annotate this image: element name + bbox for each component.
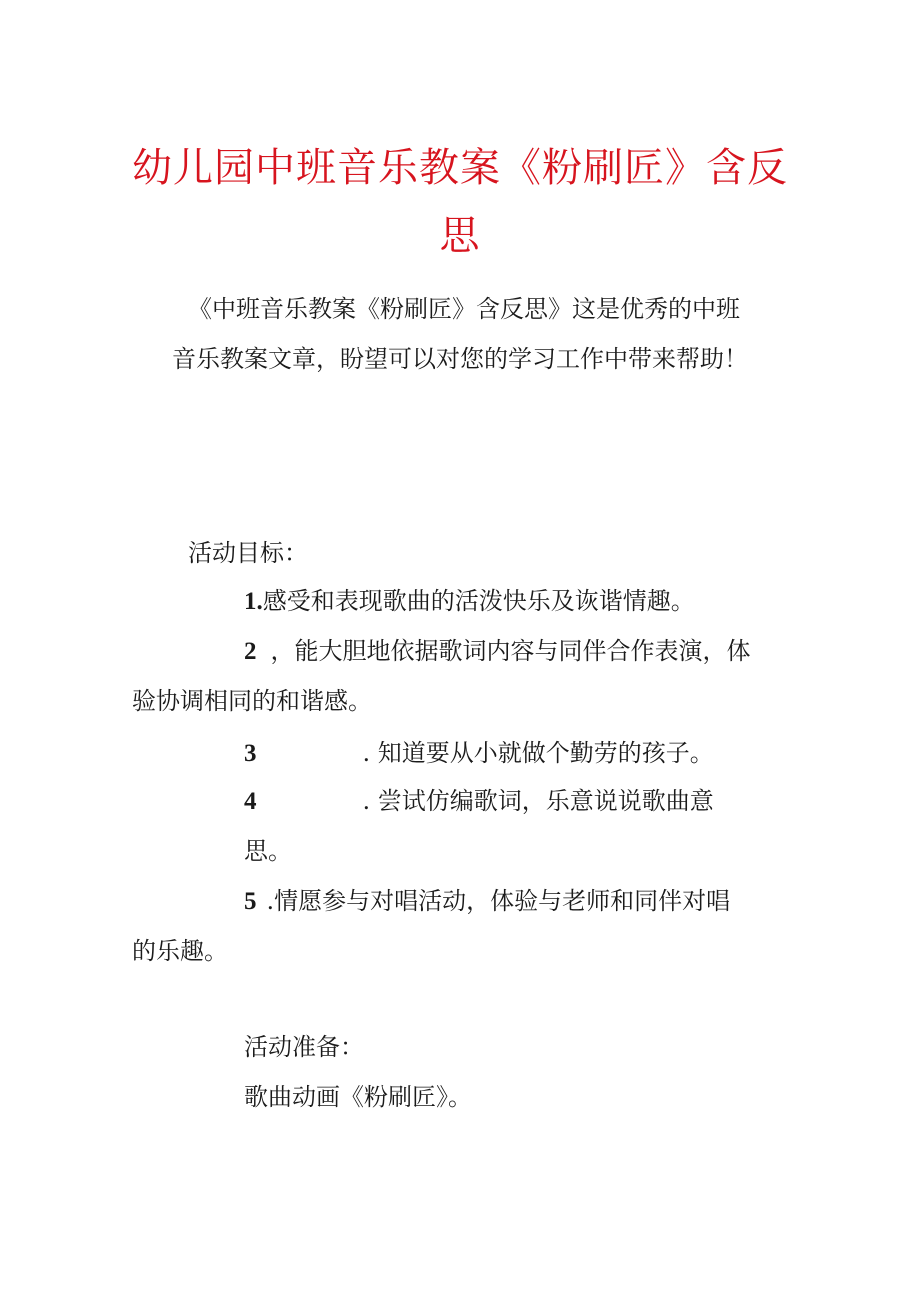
objective-number: 3	[244, 740, 257, 767]
document-title-line-2: 思	[439, 213, 481, 259]
objective-item-4	[244, 784, 714, 819]
intro-line-1: 《中班音乐教案《粉刷匠》含反思》这是优秀的中班	[188, 295, 740, 323]
objectives-heading: 活动目标：	[188, 539, 308, 567]
objective-number: 4	[244, 788, 257, 815]
objective-item-5-continued: 的乐趣。	[132, 937, 228, 965]
preparation-heading: 活动准备：	[244, 1033, 364, 1061]
objective-number: 1.	[244, 588, 263, 615]
objective-item-1	[244, 584, 695, 619]
document-title-line-1: 幼儿园中班音乐教案《粉刷匠》含反	[132, 145, 788, 191]
objective-number: 2	[244, 638, 257, 665]
objective-item-4-continued: 思。	[244, 837, 292, 865]
objective-item-2	[244, 634, 751, 669]
objective-item-5	[244, 884, 730, 919]
objective-text: . 尝试仿编歌词，乐意说说歌曲意	[362, 787, 714, 815]
objective-text: . 知道要从小就做个勤劳的孩子。	[362, 739, 714, 767]
objective-item-2-continued: 验协调相同的和谐感。	[132, 687, 372, 715]
objective-item-3	[244, 736, 714, 771]
objective-text: ，能大胆地依据歌词内容与同伴合作表演，体	[270, 637, 751, 665]
objective-text: .情愿参与对唱活动，体验与老师和同伴对唱	[266, 887, 731, 915]
preparation-text: 歌曲动画《粉刷匠》。	[244, 1083, 472, 1111]
objective-number: 5	[244, 888, 257, 915]
intro-line-2: 音乐教案文章，盼望可以对您的学习工作中带来帮助！	[172, 345, 748, 373]
objective-text: 感受和表现歌曲的活泼快乐及诙谐情趣。	[262, 587, 695, 615]
